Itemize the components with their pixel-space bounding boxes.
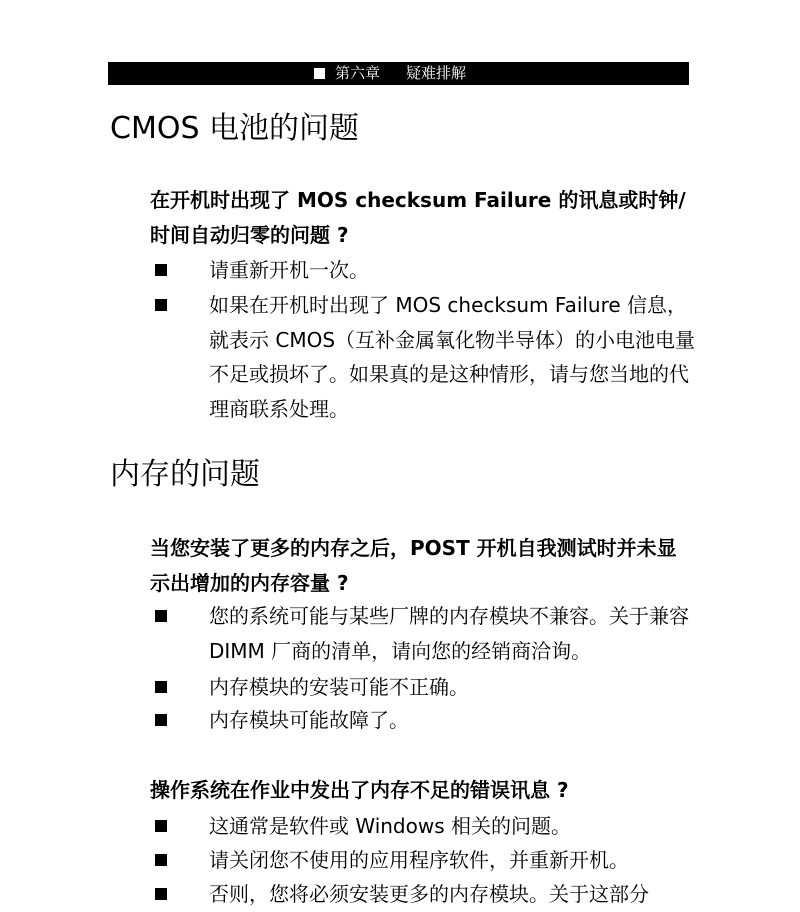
bullet-icon [155, 888, 167, 900]
list-item [155, 670, 695, 705]
bullet-icon [155, 264, 167, 276]
list-item [155, 877, 695, 912]
list-item [155, 599, 695, 668]
question-memory-not-shown: 当您安装了更多的内存之后，POST 开机自我测试时并未显示出增加的内存容量 ? [150, 536, 677, 595]
chapter-header-bar [108, 62, 689, 85]
bullet-icon [155, 299, 167, 311]
section-title-memory: 内存的问题 [110, 457, 260, 492]
section-title-cmos: CMOS 电池的问题 [110, 111, 360, 146]
list-item-text: 请关闭您不使用的应用程序软件，并重新开机。 [209, 848, 629, 872]
bullet-icon [155, 610, 167, 622]
bullet-icon [155, 681, 167, 693]
chapter-title: 疑难排解 [406, 64, 467, 82]
list-item [155, 843, 695, 878]
bullet-icon [155, 854, 167, 866]
bullet-icon [155, 714, 167, 726]
list-item-text: 内存模块的安装可能不正确。 [209, 675, 469, 699]
list-item [155, 809, 695, 844]
list-item-text: 您的系统可能与某些厂牌的内存模块不兼容。关于兼容 DIMM 厂商的清单，请向您的经销商洽询。 [209, 604, 689, 663]
list-item-text: 这通常是软件或 Windows 相关的问题。 [209, 814, 571, 838]
list-item [155, 253, 695, 288]
list-item [155, 288, 695, 427]
chapter-label: 第六章 [335, 64, 381, 82]
question-cmos-checksum: 在开机时出现了 MOS checksum Failure 的讯息或时钟/时间自动归零的问题 ? [150, 188, 686, 247]
list-item-text: 如果在开机时出现了 MOS checksum Failure 信息，就表示 CMOS（互补金属氧化物半导体）的小电池电量不足或损坏了。如果真的是这种情形，请与您当地的代理商联系处理。 [209, 293, 696, 422]
list-item [155, 703, 695, 738]
bullet-icon [155, 820, 167, 832]
question-insufficient-memory: 操作系统在作业中发出了内存不足的错误讯息 ? [150, 778, 569, 802]
list-item-text: 请重新开机一次。 [209, 258, 369, 282]
list-item-text: 内存模块可能故障了。 [209, 708, 409, 732]
list-item-text: 否则，您将必须安装更多的内存模块。关于这部分 [209, 882, 649, 906]
square-icon [314, 68, 325, 79]
